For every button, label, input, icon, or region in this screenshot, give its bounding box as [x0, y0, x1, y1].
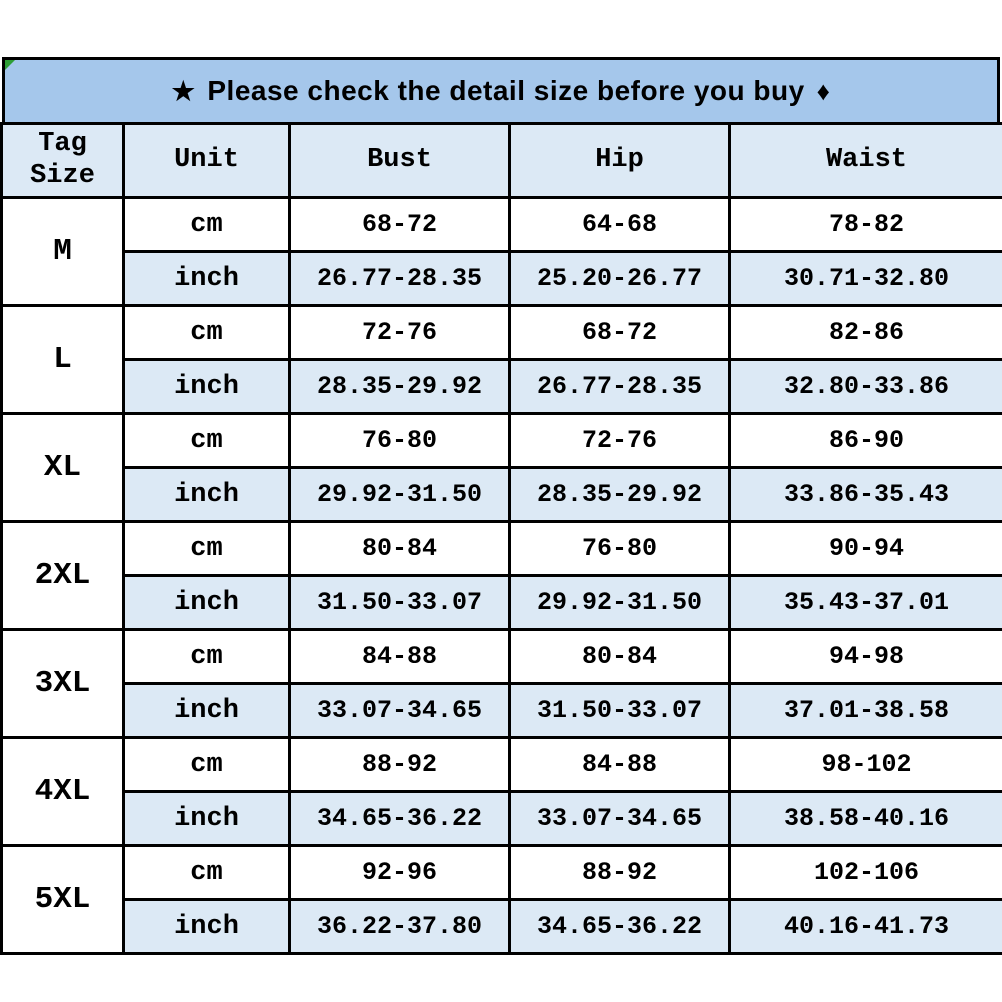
measurement-cell: 92-96 — [290, 846, 510, 900]
table-row — [2, 360, 1002, 414]
unit-label: cm — [124, 414, 290, 468]
measurement-cell: 84-88 — [290, 630, 510, 684]
column-header-tag-size: Tag Size — [2, 124, 124, 198]
measurement-cell: 84-88 — [510, 738, 730, 792]
size-label: 5XL — [2, 846, 124, 954]
measurement-cell: 28.35-29.92 — [510, 468, 730, 522]
measurement-cell: 26.77-28.35 — [510, 360, 730, 414]
measurement-cell: 40.16-41.73 — [730, 900, 1002, 954]
size-label: XL — [2, 414, 124, 522]
size-label: 2XL — [2, 522, 124, 630]
unit-label: inch — [124, 576, 290, 630]
table-row — [2, 468, 1002, 522]
table-row — [2, 306, 1002, 360]
column-header-waist: Waist — [730, 124, 1002, 198]
table-row — [2, 630, 1002, 684]
measurement-cell: 68-72 — [290, 198, 510, 252]
column-header-hip: Hip — [510, 124, 730, 198]
measurement-cell: 33.86-35.43 — [730, 468, 1002, 522]
measurement-cell: 72-76 — [510, 414, 730, 468]
measurement-cell: 29.92-31.50 — [510, 576, 730, 630]
table-row — [2, 576, 1002, 630]
table-row — [2, 414, 1002, 468]
green-corner-mark — [5, 60, 15, 70]
measurement-cell: 76-80 — [290, 414, 510, 468]
unit-label: cm — [124, 846, 290, 900]
unit-label: cm — [124, 306, 290, 360]
measurement-cell: 36.22-37.80 — [290, 900, 510, 954]
measurement-cell: 86-90 — [730, 414, 1002, 468]
measurement-cell: 34.65-36.22 — [510, 900, 730, 954]
unit-label: inch — [124, 792, 290, 846]
measurement-cell: 34.65-36.22 — [290, 792, 510, 846]
measurement-cell: 80-84 — [290, 522, 510, 576]
measurement-cell: 38.58-40.16 — [730, 792, 1002, 846]
unit-label: cm — [124, 738, 290, 792]
measurement-cell: 37.01-38.58 — [730, 684, 1002, 738]
banner-text: Please check the detail size before you buy — [207, 75, 805, 106]
unit-label: inch — [124, 360, 290, 414]
measurement-cell: 29.92-31.50 — [290, 468, 510, 522]
measurement-cell: 31.50-33.07 — [510, 684, 730, 738]
table-row — [2, 846, 1002, 900]
unit-label: cm — [124, 198, 290, 252]
unit-label: inch — [124, 252, 290, 306]
star-icon: ★ — [171, 75, 196, 106]
measurement-cell: 32.80-33.86 — [730, 360, 1002, 414]
size-label: M — [2, 198, 124, 306]
unit-label: inch — [124, 900, 290, 954]
table-row — [2, 738, 1002, 792]
measurement-cell: 90-94 — [730, 522, 1002, 576]
measurement-cell: 31.50-33.07 — [290, 576, 510, 630]
diamond-icon: ♦ — [816, 75, 831, 106]
measurement-cell: 72-76 — [290, 306, 510, 360]
unit-label: cm — [124, 522, 290, 576]
table-row — [2, 792, 1002, 846]
table-row — [2, 684, 1002, 738]
column-header-bust: Bust — [290, 124, 510, 198]
measurement-cell: 64-68 — [510, 198, 730, 252]
size-label: 3XL — [2, 630, 124, 738]
unit-label: cm — [124, 630, 290, 684]
measurement-cell: 80-84 — [510, 630, 730, 684]
unit-label: inch — [124, 468, 290, 522]
measurement-cell: 88-92 — [510, 846, 730, 900]
measurement-cell: 102-106 — [730, 846, 1002, 900]
table-row — [2, 900, 1002, 954]
measurement-cell: 94-98 — [730, 630, 1002, 684]
size-chart-table — [0, 122, 1002, 955]
measurement-cell: 25.20-26.77 — [510, 252, 730, 306]
size-label: 4XL — [2, 738, 124, 846]
table-row — [2, 252, 1002, 306]
measurement-cell: 82-86 — [730, 306, 1002, 360]
measurement-cell: 68-72 — [510, 306, 730, 360]
header-row — [2, 124, 1002, 198]
measurement-cell: 78-82 — [730, 198, 1002, 252]
table-row — [2, 198, 1002, 252]
measurement-cell: 30.71-32.80 — [730, 252, 1002, 306]
measurement-cell: 98-102 — [730, 738, 1002, 792]
measurement-cell: 33.07-34.65 — [290, 684, 510, 738]
measurement-cell: 88-92 — [290, 738, 510, 792]
measurement-cell: 26.77-28.35 — [290, 252, 510, 306]
measurement-cell: 76-80 — [510, 522, 730, 576]
column-header-unit: Unit — [124, 124, 290, 198]
measurement-cell: 28.35-29.92 — [290, 360, 510, 414]
unit-label: inch — [124, 684, 290, 738]
notice-banner — [2, 57, 1000, 125]
measurement-cell: 35.43-37.01 — [730, 576, 1002, 630]
measurement-cell: 33.07-34.65 — [510, 792, 730, 846]
size-label: L — [2, 306, 124, 414]
table-row — [2, 522, 1002, 576]
